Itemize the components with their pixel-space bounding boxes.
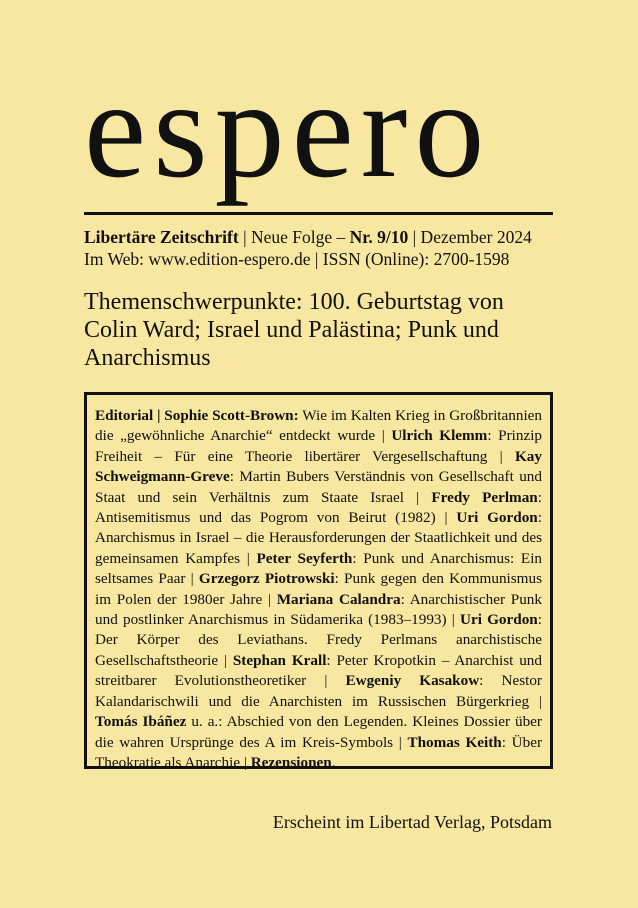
bold-segment: Tomás Ibáñez	[95, 713, 187, 731]
bold-segment: Thomas Keith	[407, 733, 502, 751]
text-segment: : Punk und Anarchismus: Ein seltsames Paar |	[95, 549, 543, 588]
text-segment: : Martin Bubers Verständnis von Gesellschaft und Staat und sein Verhältnis zum Staate Israel |	[95, 468, 542, 506]
bold-segment: Mariana Calandra	[276, 590, 401, 608]
bold-segment: Ulrich Klemm	[391, 427, 488, 445]
text-segment: : Anarchistischer Punk und postlinker Anarchismus in Südamerika (1983–1993) |	[95, 590, 542, 629]
issue-line	[84, 226, 564, 248]
text-segment: u. a.: Abschied von den Legenden. Kleines Dossier über die wahren Ursprünge des A im Kreis-Symbols |	[95, 713, 542, 751]
text-segment: | Dezember 2024	[408, 227, 532, 247]
bold-segment: Ewgeniy Kasakow	[345, 672, 480, 690]
text-segment: Wie im Kalten Krieg in Großbritannien die „gewöhnliche Anarchie“ entdeckt wurde |	[95, 407, 543, 445]
bold-segment: Uri Gordon	[456, 509, 538, 527]
text-segment: : Über Theokratie als Anarchie |	[95, 733, 543, 771]
text-segment: : Anarchismus in Israel – die Herausforderungen der Staatlichkeit und des gemeinsamen Kampfes |	[95, 509, 542, 567]
table-of-contents-box	[84, 392, 553, 769]
text-segment: .	[331, 753, 336, 771]
title-rule	[84, 212, 553, 215]
bold-segment: Libertäre Zeitschrift	[84, 227, 239, 247]
bold-segment: Uri Gordon	[460, 611, 538, 629]
publisher-line: Erscheint im Libertad Verlag, Potsdam	[272, 812, 552, 832]
bold-segment: Kay Schweigmann-Greve	[95, 447, 542, 486]
text-segment: : Antisemitismus und das Pogrom von Beirut (1982) |	[95, 488, 542, 527]
bold-segment: Fredy Perlman	[431, 488, 538, 506]
text-segment: : Punk gegen den Kommunismus im Polen der 1980er Jahre |	[95, 570, 542, 608]
bold-segment: Rezensionen	[250, 753, 332, 771]
bold-segment: Editorial | Sophie Scott-Brown:	[95, 407, 299, 424]
bold-segment: Grzegorz Piotrowski	[198, 570, 335, 588]
web-issn-line: Im Web: www.edition-espero.de | ISSN (Online): 2700-1598	[84, 249, 510, 269]
bold-segment: Nr. 9/10	[349, 227, 409, 247]
magazine-title: espero	[84, 52, 492, 207]
text-segment: : Der Körper des Leviathans. Fredy Perlmans anarchistische Gesellschaftstheorie |	[95, 611, 542, 669]
text-segment: : Prinzip Freiheit – Für eine Theorie libertärer Vergesellschaftung |	[95, 427, 543, 465]
focus-topics: Themenschwerpunkte: 100. Geburtstag von Colin Ward; Israel und Palästina; Punk und Anarchismus	[84, 289, 504, 371]
issue-info	[84, 226, 564, 270]
text-segment: : Nestor Kalandarischwili und die Anarchisten im Russischen Bürgerkrieg |	[95, 672, 542, 710]
table-of-contents	[95, 406, 542, 773]
bold-segment: Peter Seyferth	[256, 549, 353, 567]
text-segment: : Peter Kropotkin – Anarchist und streitbarer Evolutionstheoretiker |	[95, 651, 542, 690]
text-segment: | Neue Folge –	[238, 227, 350, 247]
bold-segment: Stephan Krall	[232, 651, 327, 669]
